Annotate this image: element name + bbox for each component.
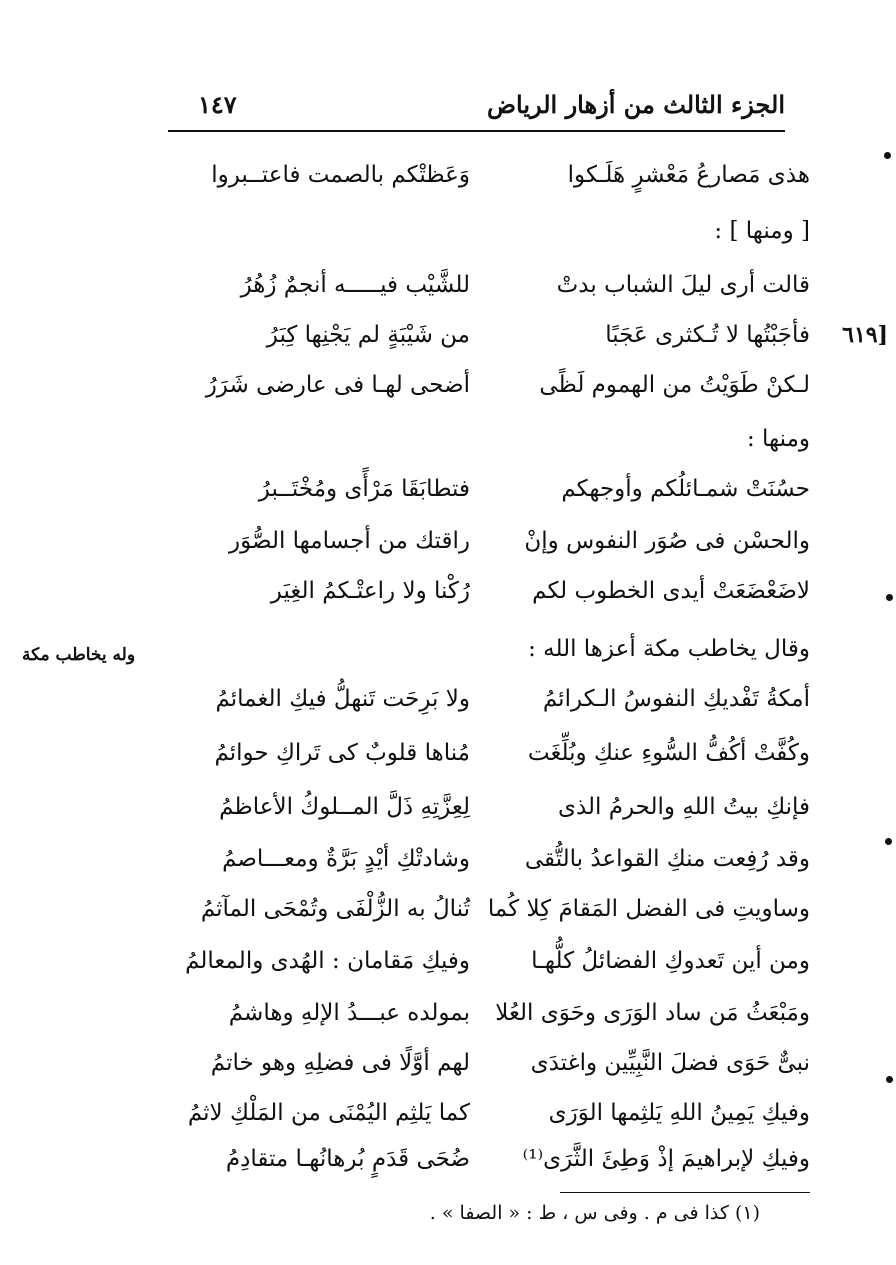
heading-text: ومنها : [746, 426, 810, 452]
first-hemistich: ومَبْعَثُ مَن ساد الوَرَى وحَوَى العُلا [495, 1000, 810, 1026]
second-hemistich: ضُحَى قَدَمٍ بُرهانُهـا متقادِمُ [225, 1146, 470, 1172]
second-hemistich: فتطابَقَا مَرْأًى ومُخْتَــبرُ [258, 476, 470, 502]
verse-line [150, 1000, 810, 1046]
second-hemistich: وشادتْكِ أيْدٍ بَرَّةٌ ومعـــاصمُ [222, 846, 470, 872]
scan-speck [886, 1076, 893, 1083]
verse-line [150, 1100, 810, 1146]
scan-speck [884, 152, 891, 159]
running-title: الجزء الثالث من أزهار الرياض [486, 90, 785, 119]
margin-note: وله يخاطب مكة [22, 645, 136, 665]
first-hemistich: والحسْن فى صُوَر النفوس وإنْ [524, 528, 810, 554]
verse-line [150, 272, 810, 318]
first-hemistich: أمكةُ تَفْديكِ النفوسُ الـكرائمُ [542, 686, 810, 712]
verse-line [150, 896, 810, 942]
heading-text: وقال يخاطب مكة أعزها الله : [528, 636, 810, 662]
second-hemistich: أضحى لهـا فى عارضى شَرَرُ [205, 372, 470, 398]
heading-text: [ ومنها ] : [714, 218, 810, 244]
section-heading [150, 426, 810, 472]
verse-line [150, 1146, 810, 1192]
first-hemistich: نبىٌّ حَوَى فضلَ النَّبِيِّين واغتدَى [530, 1050, 810, 1076]
first-hemistich: وكُفَّتْ أكُفُّ السُّوءِ عنكِ وبُلِّغَت [527, 740, 810, 766]
second-hemistich: ولا بَرِحَت تَنهلُّ فيكِ الغمائمُ [215, 686, 470, 712]
first-hemistich: وفيكِ يَمِينُ اللهِ يَلثِمها الوَرَى [548, 1100, 810, 1126]
second-hemistich: بمولده عبـــدُ الإلهِ وهاشمُ [228, 1000, 470, 1026]
first-hemistich: هذى مَصارعُ مَعْشرٍ هَلَـكوا [567, 162, 810, 188]
first-hemistich: فإنكِ بيتُ اللهِ والحرمُ الذى [557, 794, 810, 820]
verse-line [150, 794, 810, 840]
page-header [168, 82, 785, 128]
second-hemistich: تُنالُ به الزُّلْفَى وتُمْحَى المآثمُ [200, 896, 470, 922]
second-hemistich: راقتك من أجسامها الصُّوَر [229, 528, 470, 554]
header-rule [168, 130, 785, 132]
second-hemistich: مُناها قلوبٌ كى تَراكِ حوائمُ [214, 740, 470, 766]
second-hemistich: من شَيْبَةٍ لم يَجْنِها كِبَرُ [266, 322, 470, 348]
first-hemistich: فأجَبْتُها لا تُـكثرى عَجَبًا [605, 322, 810, 348]
first-hemistich: وقد رُفِعت منكِ القواعدُ بالتُّقى [524, 846, 810, 872]
verse-line [150, 740, 810, 786]
second-hemistich: للشَّيْب فيـــــه أنجمٌ زُهُرُ [240, 272, 470, 298]
verse-line [150, 948, 810, 994]
first-hemistich: قالت أرى ليلَ الشباب بدتْ [556, 272, 810, 298]
footnote: (١) كذا فى م . وفى س ، ط : « الصفا » . [429, 1202, 760, 1224]
page-number: ١٤٧ [198, 90, 237, 119]
second-hemistich: لِعِزَّتِهِ ذَلَّ المــلوكُ الأعاظمُ [219, 794, 470, 820]
first-hemistich: حسُنَتْ شمـائلُكم وأوجهكم [561, 476, 810, 502]
second-hemistich: وَعَظتْكم بالصمت فاعتــبروا [211, 162, 470, 188]
verse-line [150, 476, 810, 522]
verse-line [150, 162, 810, 208]
verse-line [150, 846, 810, 892]
section-heading [150, 218, 810, 264]
verse-line [150, 1050, 810, 1096]
section-heading [150, 636, 810, 682]
second-hemistich: وفيكِ مَقامان : الهُدى والمعالمُ [185, 948, 470, 974]
verse-line [150, 322, 810, 368]
footnote-rule [560, 1192, 810, 1193]
scan-speck [886, 594, 893, 601]
second-hemistich: كما يَلثِم اليُمْنَى من المَلْكِ لاثمُ [187, 1100, 470, 1126]
verse-line [150, 686, 810, 732]
first-hemistich: وساويتِ فى الفضل المَقامَ كِلا كُما [487, 896, 810, 922]
first-hemistich: لاضَعْضَعَتْ أيدى الخطوب لكم [532, 578, 810, 604]
first-hemistich: وفيكِ لإبراهيمَ إذْ وَطِئَ الثَّرَى⁽¹⁾ [522, 1146, 810, 1172]
verse-line [150, 528, 810, 574]
first-hemistich: لـكنْ طَوَيْتُ من الهموم لَظًى [539, 372, 810, 398]
first-hemistich: ومن أين تَعدوكِ الفضائلُ كلُّهـا [531, 948, 810, 974]
original-page-marker: [٦١٩ [842, 322, 888, 348]
verse-line [150, 372, 810, 418]
second-hemistich: لهم أوَّلًا فى فضلِهِ وهو خاتمُ [210, 1050, 470, 1076]
second-hemistich: رُكْنا ولا راعتْـكمُ الغِيَر [270, 578, 470, 604]
verse-line [150, 578, 810, 624]
scan-speck [885, 838, 892, 845]
